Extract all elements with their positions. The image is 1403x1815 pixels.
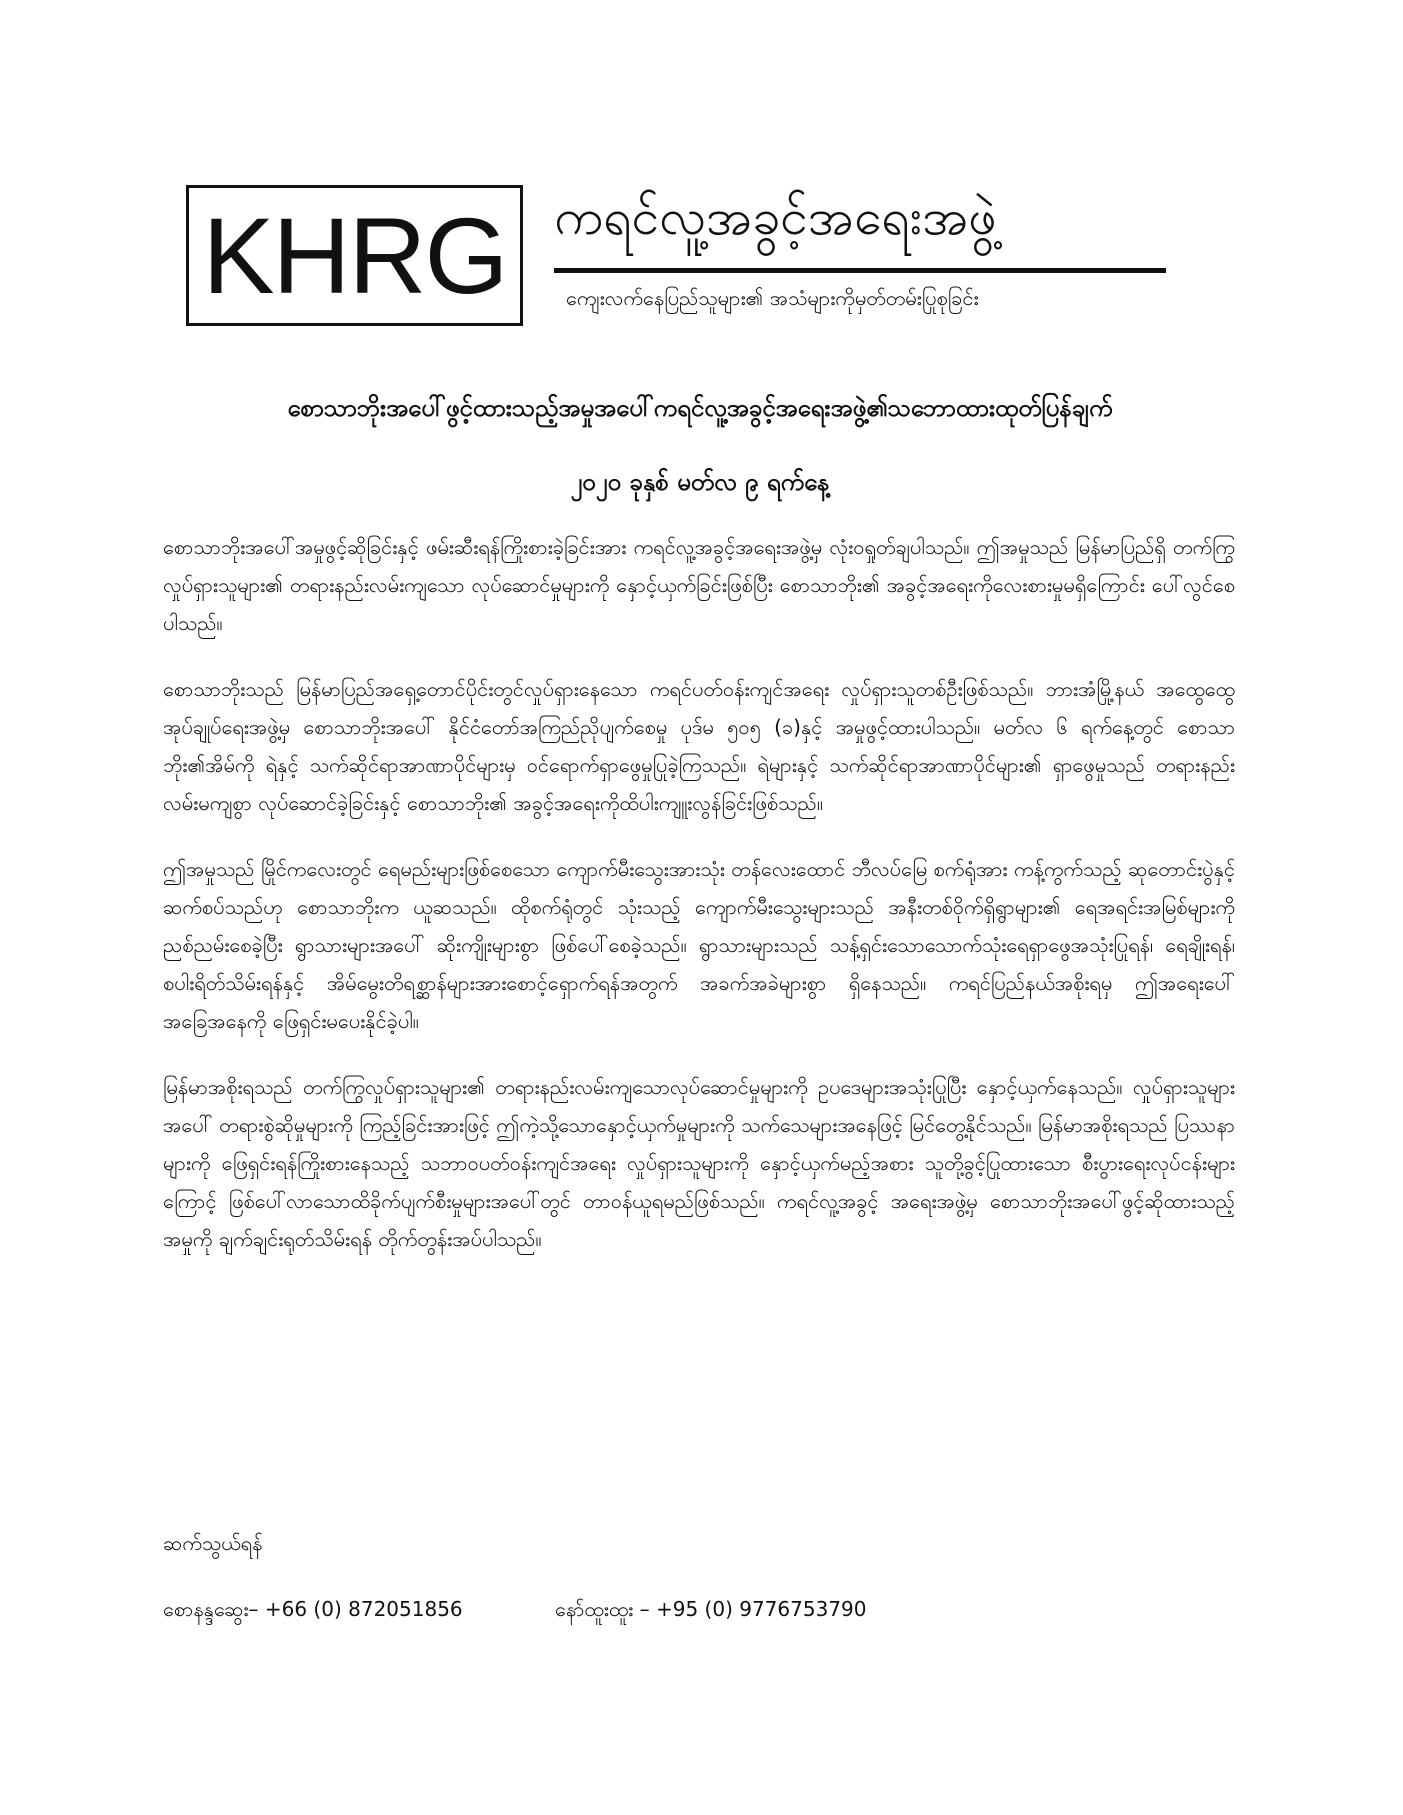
logo-text: KHRG xyxy=(202,194,507,316)
organization-name: ကရင်လူ့အခွင့်အရေးအဖွဲ့ xyxy=(554,188,997,246)
contact-entry: စောနန္ဒဆွေး– +66 (0) 872051856 xyxy=(163,1597,463,1621)
statement-title: စောသာဘိုးအပေါ်ဖွင့်ထားသည့်အမှုအပေါ်ကရင်လူ့အခွင့်အရေးအဖွဲ့၏သဘောထားထုတ်ပြန်ချက် xyxy=(287,394,1113,422)
paragraph: ဤအမှုသည် မြိုင်ကလေးတွင် ရေမည်းများဖြစ်စေသော ကျောက်မီးသွေးအားသုံး တန်လေးထောင် ဘီလပ်မြေ စက်ရုံအား ကန့်ကွက်သည့် ဆုတောင်းပွဲနှင့် ဆက်စပ်သည်ဟု စောသာဘိုးက ယူဆသည်။ ထိုစက်ရုံတွင် သုံးသည့် ကျောက်မီးသွေးများသည် အနီးတစ်ဝိုက်ရှိရွာများ၏ ရေအရင်းအမြစ်များကို ညစ်ညမ်းစေခဲ့ပြီး ရွာသားများအပေါ် ဆိုးကျိုးများစွာ ဖြစ်ပေါ်စေခဲ့သည်။ ရွာသားများသည် သန့်ရှင်းသောသောက်သုံးရေရှာဖွေအသုံးပြုရန်၊ ရေချိုးရန်၊ စပါးရိတ်သိမ်းရန်နှင့် အိမ်မွေးတိရစ္ဆာန်များအားစောင့်ရှောက်ရန်အတွက် အခက်အခဲများစွာ ရှိနေသည်။ ကရင်ပြည်နယ်အစိုးရမှ ဤအရေးပေါ်အခြေအနေကို ဖြေရှင်းမပေးနိုင်ခဲ့ပါ။ xyxy=(163,857,1235,1033)
contact-heading: ဆက်သွယ်ရန် xyxy=(163,1531,263,1555)
statement-date: ၂၀၂၀ ခုနှစ် မတ်လ ၉ ရက်နေ့ xyxy=(570,468,830,496)
paragraph: စောသာဘိုးအပေါ်အမှုဖွင့်ဆိုခြင်းနှင့် ဖမ်းဆီးရန်ကြိုးစားခဲ့ခြင်းအား ကရင်လူ့အခွင့်အရေးအဖွဲ့မှ လုံးဝရှုတ်ချပါသည်။ ဤအမှုသည် မြန်မာပြည်ရှိ တက်ကြွလှုပ်ရှားသူများ၏ တရားနည်းလမ်းကျသော လုပ်ဆောင်မှုများကို နှောင့်ယှက်ခြင်းဖြစ်ပြီး စောသာဘိုး၏ အခွင့်အရေးကိုလေးစားမှုမရှိကြောင်း ပေါ်လွင်စေပါသည်။ xyxy=(163,535,1235,635)
statement-body xyxy=(163,528,1235,1286)
header-divider xyxy=(554,268,1166,273)
organization-tagline: ကျေးလက်နေပြည်သူများ၏ အသံများကိုမှတ်တမ်းပြုစုခြင်း xyxy=(566,286,979,310)
letterhead xyxy=(186,185,1186,330)
khrg-logo xyxy=(186,185,523,326)
paragraph: စောသာဘိုးသည် မြန်မာပြည်အရှေ့တောင်ပိုင်းတွင်လှုပ်ရှားနေသော ကရင်ပတ်ဝန်းကျင်အရေး လှုပ်ရှားသူတစ်ဦးဖြစ်သည်။ ဘားအံမြို့နယ် အထွေထွေအုပ်ချုပ်ရေးအဖွဲ့မှ စောသာဘိုးအပေါ် နိုင်ငံတော်အကြည်ညိုပျက်စေမှု ပုဒ်မ ၅၀၅ (ခ)နှင့် အမှုဖွင့်ထားပါသည်။ မတ်လ ၆ ရက်နေ့တွင် စောသာဘိုး၏အိမ်ကို ရဲနှင့် သက်ဆိုင်ရာအာဏာပိုင်များမှ ဝင်ရောက်ရှာဖွေမှုပြုခဲ့ကြသည်။ ရဲများနှင့် သက်ဆိုင်ရာအာဏာပိုင်များ၏ ရှာဖွေမှုသည် တရားနည်းလမ်းမကျစွာ လုပ်ဆောင်ခဲ့ခြင်းနှင့် စောသာဘိုး၏ အခွင့်အရေးကိုထိပါးကျူးလွန်ခြင်းဖြစ်သည်။ xyxy=(163,677,1235,815)
paragraph: မြန်မာအစိုးရသည် တက်ကြွလှုပ်ရှားသူများ၏ တရားနည်းလမ်းကျသောလုပ်ဆောင်မှုများကို ဥပဒေများအသုံးပြုပြီး နှောင့်ယှက်နေသည်။ လှုပ်ရှားသူများအပေါ် တရားစွဲဆိုမှုများကို ကြည့်ခြင်းအားဖြင့် ဤကဲ့သို့သောနှောင့်ယှက်မှုများကို သက်သေများအနေဖြင့် မြင်တွေ့နိုင်သည်။ မြန်မာအစိုးရသည် ပြဿနာများကို ဖြေရှင်းရန်ကြိုးစားနေသည့် သဘာဝပတ်ဝန်းကျင်အရေး လှုပ်ရှားသူများကို နှောင့်ယှက်မည့်အစား သူတို့ခွင့်ပြုထားသော စီးပွားရေးလုပ်ငန်းများကြောင့် ဖြစ်ပေါ်လာသောထိခိုက်ပျက်စီးမှုများအပေါ်တွင် တာဝန်ယူရမည်ဖြစ်သည်။ ကရင်လူ့အခွင့် အရေးအဖွဲ့မှ စောသာဘိုးအပေါ်ဖွင့်ဆိုထားသည့်အမှုကို ချက်ချင်းရုတ်သိမ်းရန် တိုက်တွန်းအပ်ပါသည်။ xyxy=(163,1075,1235,1251)
contact-entry: နော်ထူးထူး – +95 (0) 9776753790 xyxy=(555,1597,867,1621)
